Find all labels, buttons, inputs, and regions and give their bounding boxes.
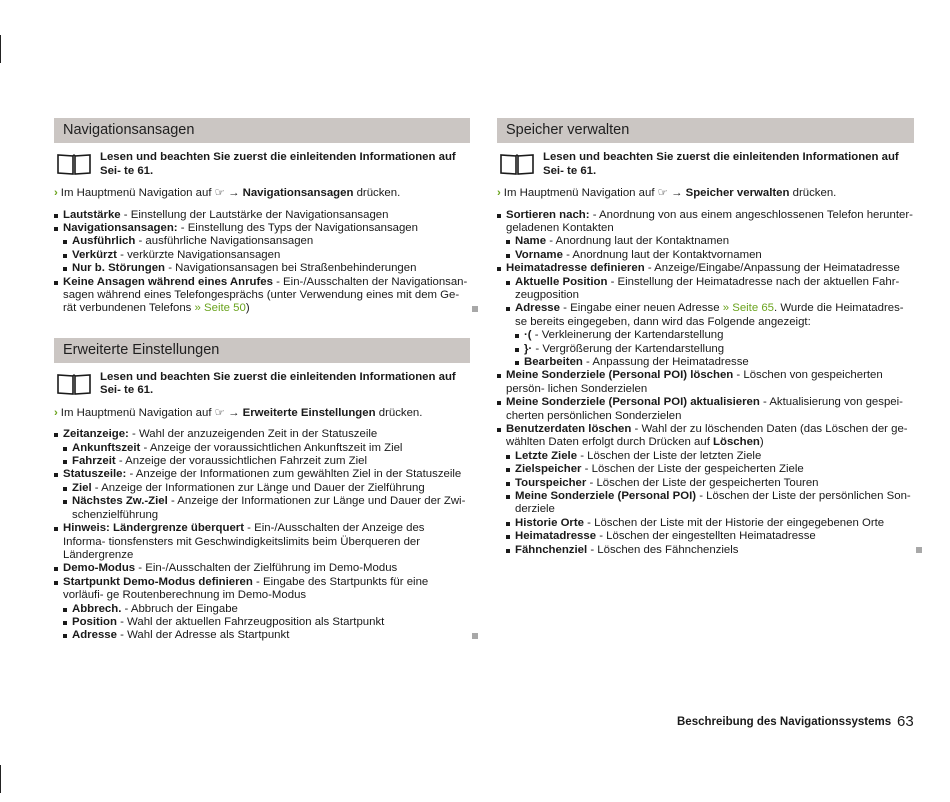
list-item: Navigationsansagen: - Einstellung des Typs der Navigationsansagen: [54, 222, 470, 235]
section-end-square-icon: [916, 547, 922, 553]
list-item: Vorname - Anordnung laut der Kontaktvornamen: [497, 249, 914, 262]
list-item: ·( - Verkleinerung der Kartendarstellung: [497, 329, 914, 342]
section-end-square-icon: [472, 306, 478, 312]
notice-text: Lesen und beachten Sie zuerst die einleitenden Informationen auf Sei- te 61.: [100, 370, 456, 397]
list-item: Heimatadresse definieren - Anzeige/Eingabe/Anpassung der Heimatadresse: [497, 262, 914, 275]
square-bullet-icon: [515, 334, 519, 338]
list-item: Heimatadresse - Löschen der eingestellten Heimatadresse: [497, 530, 914, 543]
square-bullet-icon: [63, 254, 67, 258]
menu-icon: ☞: [214, 406, 225, 419]
list-item: Hinweis: Ländergrenze überquert - Ein-/Ausschalten der Anzeige des Informa- tionsfensters mit Geschwindigkeitslimits beim Überqueren der Ländergrenze: [54, 522, 470, 562]
footer-chapter-title: Beschreibung des Navigationssystems: [677, 716, 892, 728]
list-item: Aktuelle Position - Einstellung der Heimatadresse nach der aktuellen Fahr- zeugposition: [497, 276, 914, 303]
square-bullet-icon: [63, 447, 67, 451]
square-bullet-icon: [63, 634, 67, 638]
list-item: Abbrech. - Abbruch der Eingabe: [54, 603, 470, 616]
list-item: Lautstärke - Einstellung der Lautstärke der Navigationsansagen: [54, 209, 470, 222]
zoom-out-symbol: ·(: [524, 329, 532, 342]
list-item: Nur b. Störungen - Navigationsansagen bei Straßenbehinderungen: [54, 262, 470, 275]
lead-instruction: › Im Hauptmenü Navigation auf ☞ → Speicher verwalten drücken.: [497, 187, 837, 199]
square-bullet-icon: [63, 621, 67, 625]
square-bullet-icon: [63, 267, 67, 271]
section-navigationsansagen: [54, 118, 470, 316]
list-item: Demo-Modus - Ein-/Ausschalten der Zielführung im Demo-Modus: [54, 562, 470, 575]
menu-target: Erweiterte Einstellungen: [242, 406, 376, 419]
square-bullet-icon: [54, 433, 58, 437]
list-item: Zielspeicher - Löschen der Liste der gespeicherten Ziele: [497, 463, 914, 476]
section-end-square-icon: [472, 633, 478, 639]
list-item: Sortieren nach: - Anordnung von aus einem angeschlossenen Telefon herunter- geladenen Kontakten: [497, 209, 914, 236]
square-bullet-icon: [497, 428, 501, 432]
square-bullet-icon: [506, 281, 510, 285]
square-bullet-icon: [54, 214, 58, 218]
notice-box: [56, 371, 470, 398]
square-bullet-icon: [54, 581, 58, 585]
square-bullet-icon: [54, 567, 58, 571]
notice-box: [499, 151, 914, 178]
open-book-icon: [499, 152, 535, 176]
section-title: Erweiterte Einstellungen: [54, 338, 470, 363]
square-bullet-icon: [54, 473, 58, 477]
page-reference-link[interactable]: » Seite 50: [194, 302, 246, 315]
square-bullet-icon: [497, 267, 501, 271]
list-item: Nächstes Zw.-Ziel - Anzeige der Informationen zur Länge und Dauer der Zwi- schenzielführung: [54, 495, 470, 522]
list-item: Verkürzt - verkürzte Navigationsansagen: [54, 249, 470, 262]
square-bullet-icon: [506, 240, 510, 244]
menu-target: Speicher verwalten: [685, 187, 790, 199]
list-item: Ziel - Anzeige der Informationen zur Länge und Dauer der Zielführung: [54, 482, 470, 495]
open-book-icon: [56, 152, 92, 176]
list-item: Adresse - Eingabe einer neuen Adresse » Seite 65. Wurde die Heimatadres- se bereits eingegeben, dann wird das Folgende angezeigt:: [497, 302, 914, 329]
list-item: Startpunkt Demo-Modus definieren - Eingabe des Startpunkts für eine vorläufi- ge Routenberechnung im Demo-Modus: [54, 576, 470, 603]
square-bullet-icon: [515, 348, 519, 352]
notice-text: Lesen und beachten Sie zuerst die einleitenden Informationen auf Sei- te 61.: [543, 151, 899, 177]
square-bullet-icon: [497, 374, 501, 378]
square-bullet-icon: [506, 254, 510, 258]
list-item: Ausführlich - ausführliche Navigationsansagen: [54, 235, 470, 248]
square-bullet-icon: [506, 549, 510, 553]
chevron-right-icon: ›: [54, 406, 58, 419]
setting-list: [54, 428, 470, 643]
square-bullet-icon: [54, 227, 58, 231]
section-title: Speicher verwalten: [497, 118, 914, 143]
lead-instruction: › Im Hauptmenü Navigation auf ☞ → Navigationsansagen drücken.: [54, 187, 401, 199]
list-item: Position - Wahl der aktuellen Fahrzeugposition als Startpunkt: [54, 616, 470, 629]
list-item: Benutzerdaten löschen - Wahl der zu löschenden Daten (das Löschen der ge- wählten Daten erfolgt durch Drücken auf Löschen): [497, 423, 914, 450]
page-number: 63: [897, 713, 914, 730]
square-bullet-icon: [54, 281, 58, 285]
crop-mark-top-left: [0, 35, 1, 63]
lead-instruction: › Im Hauptmenü Navigation auf ☞ → Erweiterte Einstellungen drücken.: [54, 406, 423, 419]
list-item: Fahrzeit - Anzeige der voraussichtlichen Fahrzeit zum Ziel: [54, 455, 470, 468]
square-bullet-icon: [54, 527, 58, 531]
list-item: Name - Anordnung laut der Kontaktnamen: [497, 235, 914, 248]
list-item: Bearbeiten - Anpassung der Heimatadresse: [497, 356, 914, 369]
list-item: Meine Sonderziele (Personal POI) aktualisieren - Aktualisierung von gespei- cherten persönlichen Sonderzielen: [497, 396, 914, 423]
open-book-icon: [56, 372, 92, 396]
zoom-in-symbol: }·: [524, 342, 533, 355]
square-bullet-icon: [63, 608, 67, 612]
menu-target: Navigationsansagen: [242, 187, 354, 199]
section-speicher-verwalten: [497, 118, 914, 557]
list-item: Letzte Ziele - Löschen der Liste der letzten Ziele: [497, 450, 914, 463]
list-item: Statuszeile: - Anzeige der Informationen zum gewählten Ziel in der Statuszeile: [54, 468, 470, 481]
square-bullet-icon: [515, 361, 519, 365]
square-bullet-icon: [63, 500, 67, 504]
list-item: Historie Orte - Löschen der Liste mit der Historie der eingegebenen Orte: [497, 517, 914, 530]
list-item: Meine Sonderziele (Personal POI) löschen - Löschen von gespeicherten persön- lichen Sonderzielen: [497, 369, 914, 396]
setting-list: [54, 209, 470, 316]
notice-box: [56, 151, 470, 178]
square-bullet-icon: [497, 214, 501, 218]
square-bullet-icon: [63, 460, 67, 464]
list-item: Tourspeicher - Löschen der Liste der gespeicherten Touren: [497, 477, 914, 490]
square-bullet-icon: [506, 307, 510, 311]
chevron-right-icon: ›: [497, 187, 501, 199]
list-item: Keine Ansagen während eines Anrufes - Ein-/Ausschalten der Navigationsan- sagen während eines Telefongesprächs (unter Verwendung eines mit dem Ge- rät verbundenen Telefons » Seite 50): [54, 276, 470, 316]
list-item: Meine Sonderziele (Personal POI) - Löschen der Liste der persönlichen Son- derziele: [497, 490, 914, 517]
section-erweiterte-einstellungen: [54, 338, 470, 643]
chevron-right-icon: ›: [54, 187, 58, 199]
list-item: Adresse - Wahl der Adresse als Startpunkt: [54, 629, 470, 642]
square-bullet-icon: [506, 482, 510, 486]
list-item: Fähnchenziel - Löschen des Fähnchenziels: [497, 544, 914, 557]
square-bullet-icon: [506, 522, 510, 526]
left-column: [54, 118, 470, 665]
square-bullet-icon: [506, 468, 510, 472]
square-bullet-icon: [506, 535, 510, 539]
section-title: Navigationsansagen: [54, 118, 470, 143]
square-bullet-icon: [497, 401, 501, 405]
square-bullet-icon: [63, 240, 67, 244]
page-reference-link[interactable]: » Seite 65: [722, 302, 775, 315]
list-item: }· - Vergrößerung der Kartendarstellung: [497, 343, 914, 356]
menu-icon: ☞: [214, 187, 225, 199]
right-column: [497, 118, 914, 579]
notice-text: Lesen und beachten Sie zuerst die einleitenden Informationen auf Sei- te 61.: [100, 151, 456, 177]
menu-icon: ☞: [657, 187, 668, 199]
square-bullet-icon: [506, 495, 510, 499]
square-bullet-icon: [506, 455, 510, 459]
square-bullet-icon: [63, 487, 67, 491]
crop-mark-bottom-left: [0, 765, 1, 793]
list-item: Zeitanzeige: - Wahl der anzuzeigenden Zeit in der Statuszeile: [54, 428, 470, 441]
list-item: Ankunftszeit - Anzeige der voraussichtlichen Ankunftszeit im Ziel: [54, 442, 470, 455]
setting-list: [497, 209, 914, 558]
